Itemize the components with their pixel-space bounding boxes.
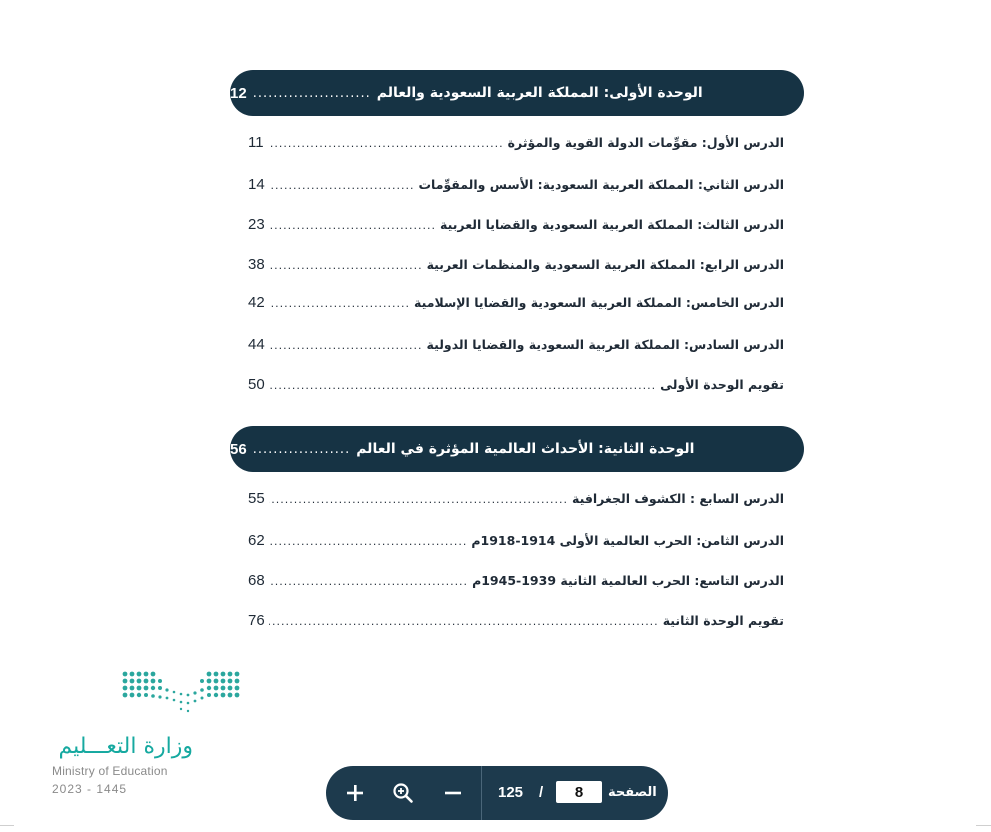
lesson-title: الدرس الثالث: المملكة العربية السعودية والقضايا العربية	[440, 217, 784, 232]
leader-dots	[269, 219, 436, 232]
leader-dots	[269, 259, 423, 272]
toc-row[interactable]	[248, 612, 784, 632]
lesson-page-number: 68	[248, 572, 265, 589]
toc-row[interactable]	[248, 134, 784, 154]
lesson-title: الدرس السابع : الكشوف الجغرافية	[572, 491, 784, 506]
lesson-title: الدرس الثامن: الحرب العالمية الأولى 1914-1918م	[471, 533, 784, 548]
lesson-page-number: 11	[248, 134, 264, 151]
leader-dots	[269, 379, 656, 392]
lesson-page-number: 76	[248, 612, 265, 629]
zoom-button[interactable]	[388, 778, 418, 808]
lesson-page-number: 50	[248, 376, 265, 393]
toolbar-divider	[481, 766, 482, 820]
lesson-title: الدرس الأول: مقوِّمات الدولة القوية والمؤثرة	[507, 135, 784, 150]
toc-row[interactable]	[248, 376, 784, 396]
lesson-title: تقويم الوحدة الأولى	[660, 377, 784, 392]
toc-row[interactable]	[248, 572, 784, 592]
lesson-page-number: 55	[248, 490, 265, 507]
unit-page-number: 12	[230, 84, 247, 102]
lesson-page-number: 62	[248, 532, 265, 549]
leader-dots	[269, 575, 468, 588]
unit-title: الوحدة الثانية: الأحداث العالمية المؤثرة في العالم	[356, 441, 695, 457]
lesson-title: الدرس الثاني: المملكة العربية السعودية: الأسس والمقوِّمات	[418, 177, 784, 192]
lesson-title: تقويم الوحدة الثانية	[662, 613, 784, 628]
leader-dots: .......................	[252, 85, 371, 101]
leader-dots	[269, 615, 659, 628]
leader-dots: ...................	[252, 441, 351, 457]
leader-dots	[269, 179, 415, 192]
toc-row[interactable]	[248, 490, 784, 510]
bottom-edge-right	[976, 825, 991, 826]
zoom-in-button[interactable]	[340, 778, 370, 808]
bottom-edge-left	[0, 825, 14, 826]
lesson-title: الدرس الرابع: المملكة العربية السعودية والمنظمات العربية	[426, 257, 784, 272]
lesson-title: الدرس التاسع: الحرب العالمية الثانية 1939-1945م	[472, 573, 784, 588]
magnifier-plus-icon	[392, 782, 414, 804]
leader-dots	[269, 339, 423, 352]
lesson-page-number: 38	[248, 256, 265, 273]
toc-row[interactable]	[248, 532, 784, 552]
ministry-logo	[52, 668, 232, 808]
lesson-title: الدرس السادس: المملكة العربية السعودية والقضايا الدولية	[426, 337, 784, 352]
unit-2-banner	[230, 426, 804, 472]
lesson-page-number: 14	[248, 176, 265, 193]
lesson-title: الدرس الخامس: المملكة العربية السعودية والقضايا الإسلامية	[414, 295, 784, 310]
edition-year: 2023 - 1445	[52, 782, 128, 796]
lesson-page-number: 44	[248, 336, 265, 353]
ministry-name-english: Ministry of Education	[52, 764, 168, 778]
lesson-page-number: 23	[248, 216, 265, 233]
page-navigation-toolbar	[326, 766, 668, 820]
lesson-page-number: 42	[248, 294, 265, 311]
toc-row[interactable]	[248, 216, 784, 236]
leader-dots	[269, 535, 468, 548]
minus-icon	[443, 783, 463, 803]
zoom-out-button[interactable]	[438, 778, 468, 808]
unit-title: الوحدة الأولى: المملكة العربية السعودية والعالم	[376, 85, 703, 101]
ministry-name-arabic: وزارة التعـــليم	[58, 734, 193, 759]
page-label: الصفحة	[608, 785, 657, 800]
unit-1-banner	[230, 70, 804, 116]
leader-dots	[269, 297, 410, 310]
leader-dots	[269, 493, 568, 506]
ministry-dots-logo-icon	[120, 668, 265, 718]
toc-row[interactable]	[248, 176, 784, 196]
toc-row[interactable]	[248, 294, 784, 314]
leader-dots	[268, 137, 504, 150]
unit-page-number: 56	[230, 440, 247, 458]
current-page-input[interactable]	[556, 781, 602, 803]
total-pages: 125	[498, 784, 524, 801]
plus-icon	[345, 783, 365, 803]
toc-row[interactable]	[248, 336, 784, 356]
toc-row[interactable]	[248, 256, 784, 276]
page-separator: /	[539, 784, 544, 801]
